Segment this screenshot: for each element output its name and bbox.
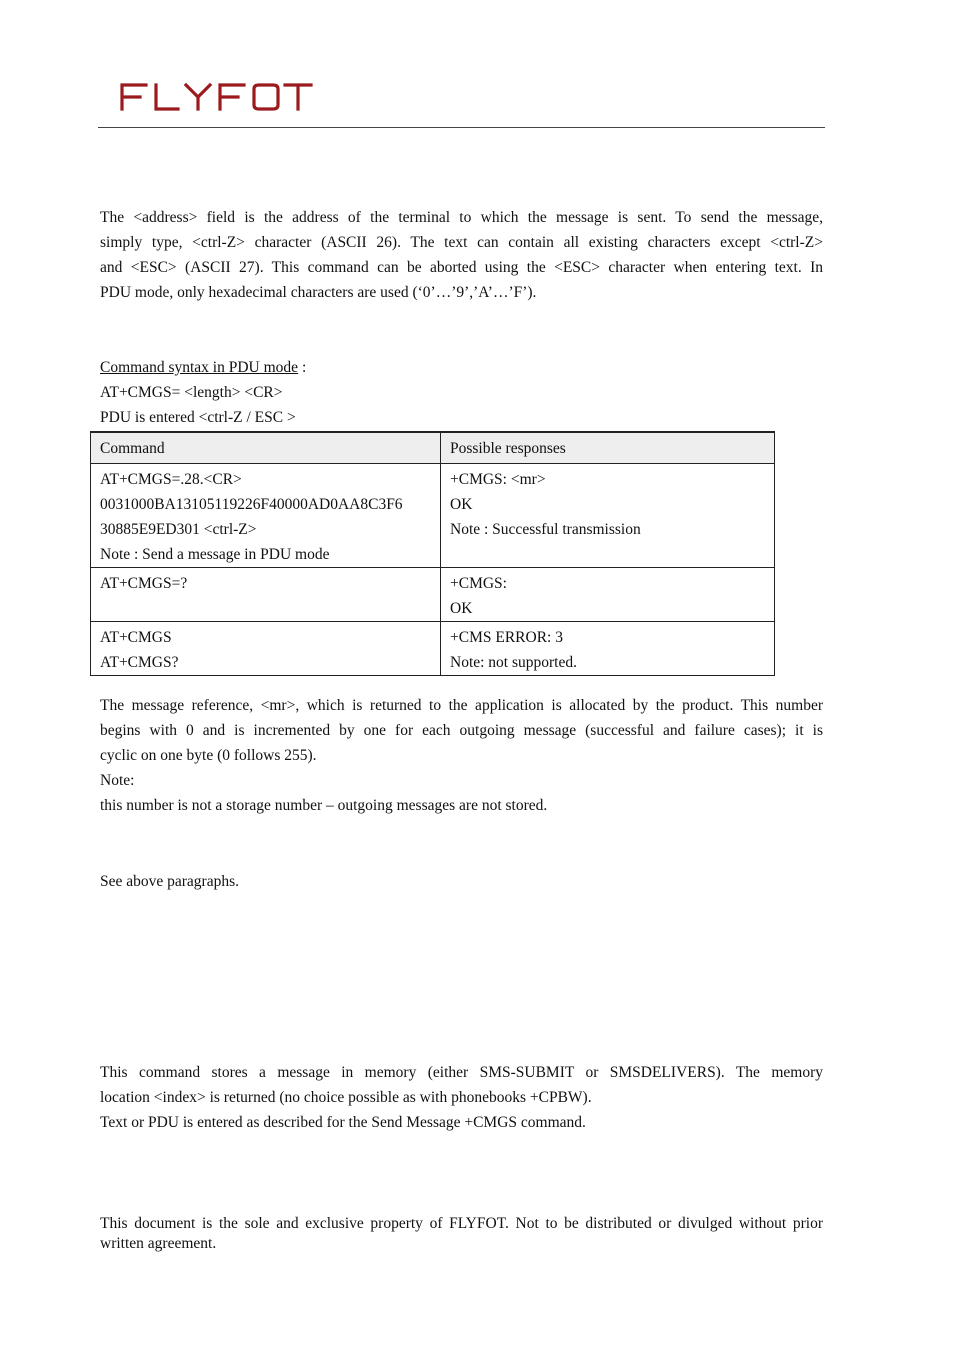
table-header-cell: Command	[91, 432, 441, 464]
intro-line: The <address> field is the address of the terminal to which the message is sent. To send the message,	[100, 209, 823, 226]
store-paragraph	[100, 1060, 823, 1135]
mr-line: begins with 0 and is incremented by one for each outgoing message (successful and failure cases); it is	[100, 722, 823, 739]
see-above-text: See above paragraphs.	[100, 873, 240, 890]
cell-line: OK	[450, 496, 473, 513]
flyfot-logo	[118, 80, 314, 114]
intro-line: simply type, <ctrl-Z> character (ASCII 26). The text can contain all existing characters except <ctrl-Z>	[100, 234, 823, 251]
store-line: This command stores a message in memory (either SMS-SUBMIT or SMSDELIVERS). The memory	[100, 1064, 823, 1081]
cell-line: +CMS ERROR: 3	[450, 629, 563, 646]
syntax-heading: Command syntax in PDU mode	[100, 359, 299, 376]
note-text: this number is not a storage number – outgoing messages are not stored.	[100, 797, 548, 814]
cell-line: AT+CMGS=?	[100, 575, 188, 592]
mr-paragraph	[100, 693, 823, 818]
cell-line: +CMGS: <mr>	[450, 471, 546, 488]
table-row	[91, 622, 775, 676]
syntax-heading-suffix: :	[298, 359, 307, 376]
cell-line: Note: not supported.	[450, 654, 577, 671]
cell-line: 30885E9ED301 <ctrl-Z>	[100, 521, 257, 538]
intro-line: and <ESC> (ASCII 27). This command can be aborted using the <ESC> character when entering text. In	[100, 259, 823, 276]
mr-line: The message reference, <mr>, which is returned to the application is allocated by the product. This number	[100, 697, 823, 714]
table-header-cell: Possible responses	[441, 432, 775, 464]
syntax-line: PDU is entered <ctrl-Z / ESC >	[100, 409, 296, 426]
intro-line: PDU mode, only hexadecimal characters are used (‘0’…’9’,’A’…’F’).	[100, 284, 537, 301]
table-row	[91, 568, 775, 622]
table-cell-response	[441, 464, 775, 568]
footer-notice: This document is the sole and exclusive property of FLYFOT. Not to be distributed or divulged without prior written agreement.	[100, 1215, 823, 1252]
cell-line: Note : Send a message in PDU mode	[100, 546, 330, 563]
syntax-block	[100, 355, 306, 430]
table-cell-command	[91, 464, 441, 568]
cell-line: AT+CMGS	[100, 629, 172, 646]
table-cell-response	[441, 622, 775, 676]
intro-paragraph	[100, 205, 823, 305]
table-header-row	[91, 432, 775, 464]
table-cell-command	[91, 622, 441, 676]
store-line: Text or PDU is entered as described for the Send Message +CMGS command.	[100, 1114, 586, 1131]
table-cell-command	[91, 568, 441, 622]
table-row	[91, 464, 775, 568]
syntax-line: AT+CMGS= <length> <CR>	[100, 384, 283, 401]
cell-line: AT+CMGS?	[100, 654, 179, 671]
cell-line: OK	[450, 600, 473, 617]
cell-line: Note : Successful transmission	[450, 521, 641, 538]
note-label: Note:	[100, 772, 135, 789]
cell-line: AT+CMGS=.28.<CR>	[100, 471, 242, 488]
store-line: location <index> is returned (no choice possible as with phonebooks +CPBW).	[100, 1089, 592, 1106]
header-rule	[98, 127, 825, 128]
mr-line: cyclic on one byte (0 follows 255).	[100, 747, 317, 764]
command-table	[90, 431, 775, 676]
cell-line: +CMGS:	[450, 575, 507, 592]
table-cell-response	[441, 568, 775, 622]
cell-line: 0031000BA13105119226F40000AD0AA8C3F6	[100, 496, 403, 513]
